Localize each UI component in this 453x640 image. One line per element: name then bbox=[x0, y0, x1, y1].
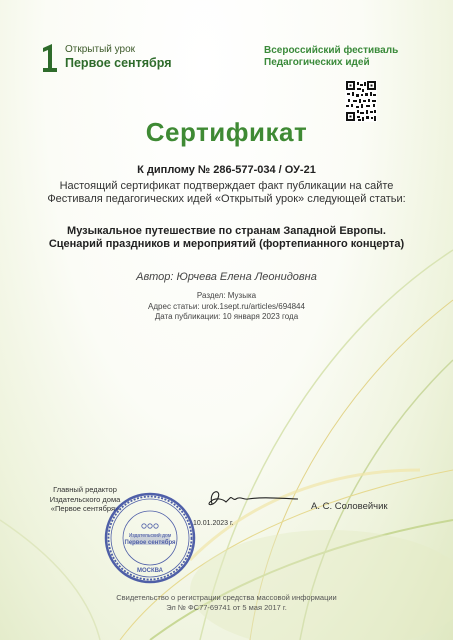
editor-title-line1: Главный редактор bbox=[53, 485, 117, 494]
publisher-stamp bbox=[100, 490, 200, 586]
festival-name bbox=[264, 45, 398, 69]
stamp-main-text: Первое сентября bbox=[124, 540, 176, 546]
number-one-logo-icon bbox=[40, 44, 60, 72]
festival-name-line1: Всероссийский фестиваль bbox=[264, 45, 399, 56]
editor-signature bbox=[200, 486, 300, 512]
publication-date: Дата публикации: 10 января 2023 года bbox=[154, 312, 299, 321]
article-title: Музыкальное путешествие по странам Западной Европы. Сценарий праздников и мероприятий (фортепианного концерта) bbox=[48, 225, 405, 250]
diploma-number: К диплому № 286-577-034 / ОУ-21 bbox=[137, 164, 316, 176]
festival-name-line2: Педагогических идей bbox=[264, 57, 370, 68]
certificate-title: Сертификат bbox=[145, 117, 308, 147]
signer-name: А. С. Соловейчик bbox=[311, 501, 388, 512]
article-author: Автор: Юрчева Елена Леонидовна bbox=[136, 271, 317, 283]
logo-title: Первое сентября bbox=[65, 56, 172, 70]
registration-info bbox=[40, 593, 413, 613]
logo-subtitle: Открытый урок bbox=[65, 44, 135, 55]
article-address: Адрес статьи: urok.1sept.ru/articles/694844 bbox=[148, 301, 305, 311]
stamp-top-text: Издательский дом bbox=[128, 533, 172, 539]
article-metadata bbox=[40, 291, 413, 323]
signature-date: 10.01.2023 г. bbox=[193, 520, 234, 527]
editor-title-line2: Издательского дома bbox=[49, 494, 121, 504]
publisher-logo bbox=[40, 44, 172, 72]
certificate-description: Настоящий сертификат подтверждает факт публикации на сайте Фестиваля педагогических идей «Открытый урок» следующей статьи: bbox=[47, 180, 406, 205]
registration-line1: Свидетельство о регистрации средства массовой информации bbox=[116, 593, 337, 602]
qr-code-icon bbox=[345, 80, 377, 122]
registration-line2: Эл № ФС77-69741 от 5 мая 2017 г. bbox=[166, 603, 287, 612]
editor-title-line3: «Первое сентября» bbox=[50, 504, 120, 513]
article-section: Раздел: Музыка bbox=[196, 291, 257, 300]
stamp-city-text: МОСКВА bbox=[136, 568, 164, 574]
